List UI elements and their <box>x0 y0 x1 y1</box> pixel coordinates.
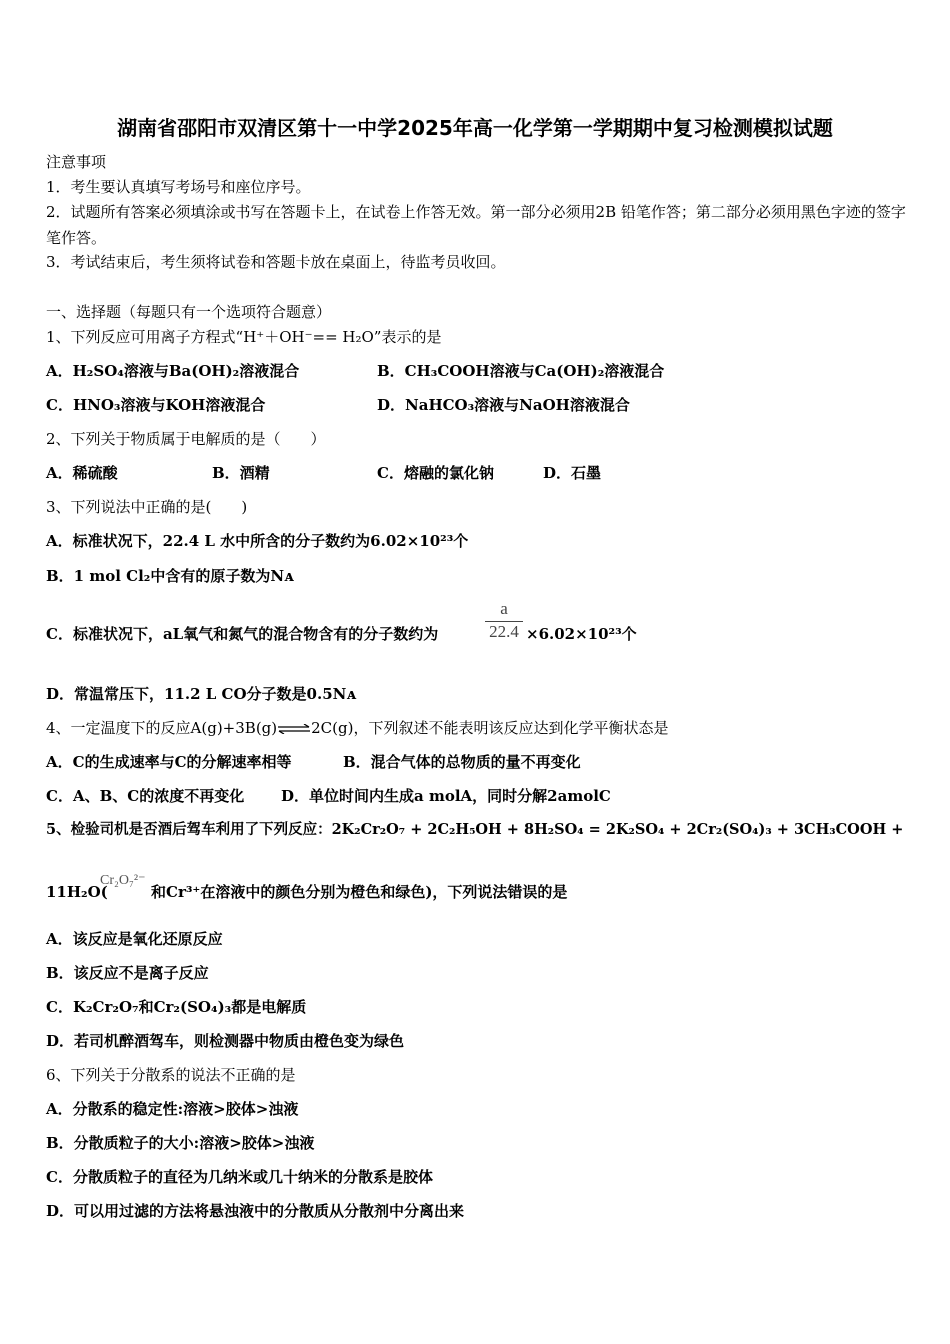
fraction-numerator: a <box>500 599 508 618</box>
dichromate-ion: Cr₂O₇²⁻ <box>100 873 146 888</box>
notice-item-2: 2．试题所有答案必须填涂或书写在答题卡上，在试卷上作答无效。第一部分必须用2B 铅笔作答；第二部分必须用黑色字迹的签字笔作答。 <box>46 203 906 247</box>
question-5-option-c: C．K₂Cr₂O₇和Cr₂(SO₄)₃都是电解质 <box>46 998 307 1016</box>
question-2-option-b: B．酒精 <box>212 464 270 482</box>
question-2-option-d: D．石墨 <box>543 464 602 482</box>
fraction-denominator: 22.4 <box>489 622 519 641</box>
question-6-option-b: B．分散质粒子的大小:溶液>胶体>浊液 <box>46 1134 315 1152</box>
question-5-stem-end: 和Cr³⁺在溶液中的颜色分别为橙色和绿色)，下列说法错误的是 <box>151 883 568 901</box>
question-4-stem-start: 4、一定温度下的反应A(g)+3B(g) <box>46 719 278 737</box>
question-4-option-c: C．A、B、C的浓度不再变化 <box>46 787 245 805</box>
equilibrium-arrow-icon <box>277 724 311 734</box>
notice-item-1: 1．考生要认真填写考场号和座位序号。 <box>46 178 311 196</box>
question-4-option-a: A．C的生成速率与C的分解速率相等 <box>46 753 292 771</box>
question-5-option-a: A．该反应是氧化还原反应 <box>46 930 223 948</box>
question-4-stem-end: 2C(g)，下列叙述不能表明该反应达到化学平衡状态是 <box>311 719 669 737</box>
question-6-option-c: C．分散质粒子的直径为几纳米或几十纳米的分散系是胶体 <box>46 1168 433 1186</box>
notice-heading: 注意事项 <box>46 153 107 171</box>
question-6-option-d: D．可以用过滤的方法将悬浊液中的分散质从分散剂中分离出来 <box>46 1202 465 1220</box>
question-1-option-b: B．CH₃COOH溶液与Ca(OH)₂溶液混合 <box>377 362 665 380</box>
question-3-option-c-text: C．标准状况下，aL氧气和氮气的混合物含有的分子数约为 <box>46 625 439 643</box>
question-2-stem: 2、下列关于物质属于电解质的是（ ） <box>46 430 326 448</box>
question-3-fraction <box>485 599 523 642</box>
page-title: 湖南省邵阳市双清区第十一中学2025年高一化学第一学期期中复习检测模拟试题 <box>117 116 833 140</box>
question-4-stem <box>46 718 668 738</box>
question-1-stem: 1、下列反应可用离子方程式“H⁺＋OH⁻== H₂O”表示的是 <box>46 328 442 346</box>
question-5-stem-line-1: 5、检验司机是否酒后驾车利用了下列反应：2K₂Cr₂O₇ + 2C₂H₅OH + 8H₂SO₄ = 2K₂SO₄ + 2Cr₂(SO₄)₃ + 3CH₃COOH + <box>46 821 904 838</box>
question-6-stem: 6、下列关于分散系的说法不正确的是 <box>46 1066 296 1084</box>
question-5-option-d: D．若司机醉酒驾车，则检测器中物质由橙色变为绿色 <box>46 1032 405 1050</box>
question-3-option-a: A．标准状况下，22.4 L 水中所含的分子数约为6.02×10²³个 <box>46 532 469 550</box>
question-2-option-a: A．稀硫酸 <box>46 464 118 482</box>
question-1-option-c: C．HNO₃溶液与KOH溶液混合 <box>46 396 266 414</box>
question-5-stem-start: 11H₂O( <box>46 883 108 901</box>
question-3-option-c-suffix: ×6.02×10²³个 <box>526 625 637 643</box>
section-heading: 一、选择题（每题只有一个选项符合题意） <box>46 303 332 321</box>
question-4-option-b: B．混合气体的总物质的量不再变化 <box>343 753 581 771</box>
question-3-stem: 3、下列说法中正确的是( ) <box>46 498 248 516</box>
question-3-option-d: D．常温常压下，11.2 L CO分子数是0.5Nᴀ <box>46 685 356 703</box>
question-5-option-b: B．该反应不是离子反应 <box>46 964 209 982</box>
question-3-option-b: B．1 mol Cl₂中含有的原子数为Nᴀ <box>46 567 294 585</box>
question-1-option-a: A．H₂SO₄溶液与Ba(OH)₂溶液混合 <box>46 362 300 380</box>
question-2-option-c: C．熔融的氯化钠 <box>377 464 494 482</box>
notice-item-3: 3．考试结束后，考生须将试卷和答题卡放在桌面上，待监考员收回。 <box>46 253 506 271</box>
question-6-option-a: A．分散系的稳定性:溶液>胶体>浊液 <box>46 1100 299 1118</box>
question-4-option-d: D．单位时间内生成a molA，同时分解2amolC <box>281 787 611 805</box>
question-1-option-d: D．NaHCO₃溶液与NaOH溶液混合 <box>377 396 630 414</box>
